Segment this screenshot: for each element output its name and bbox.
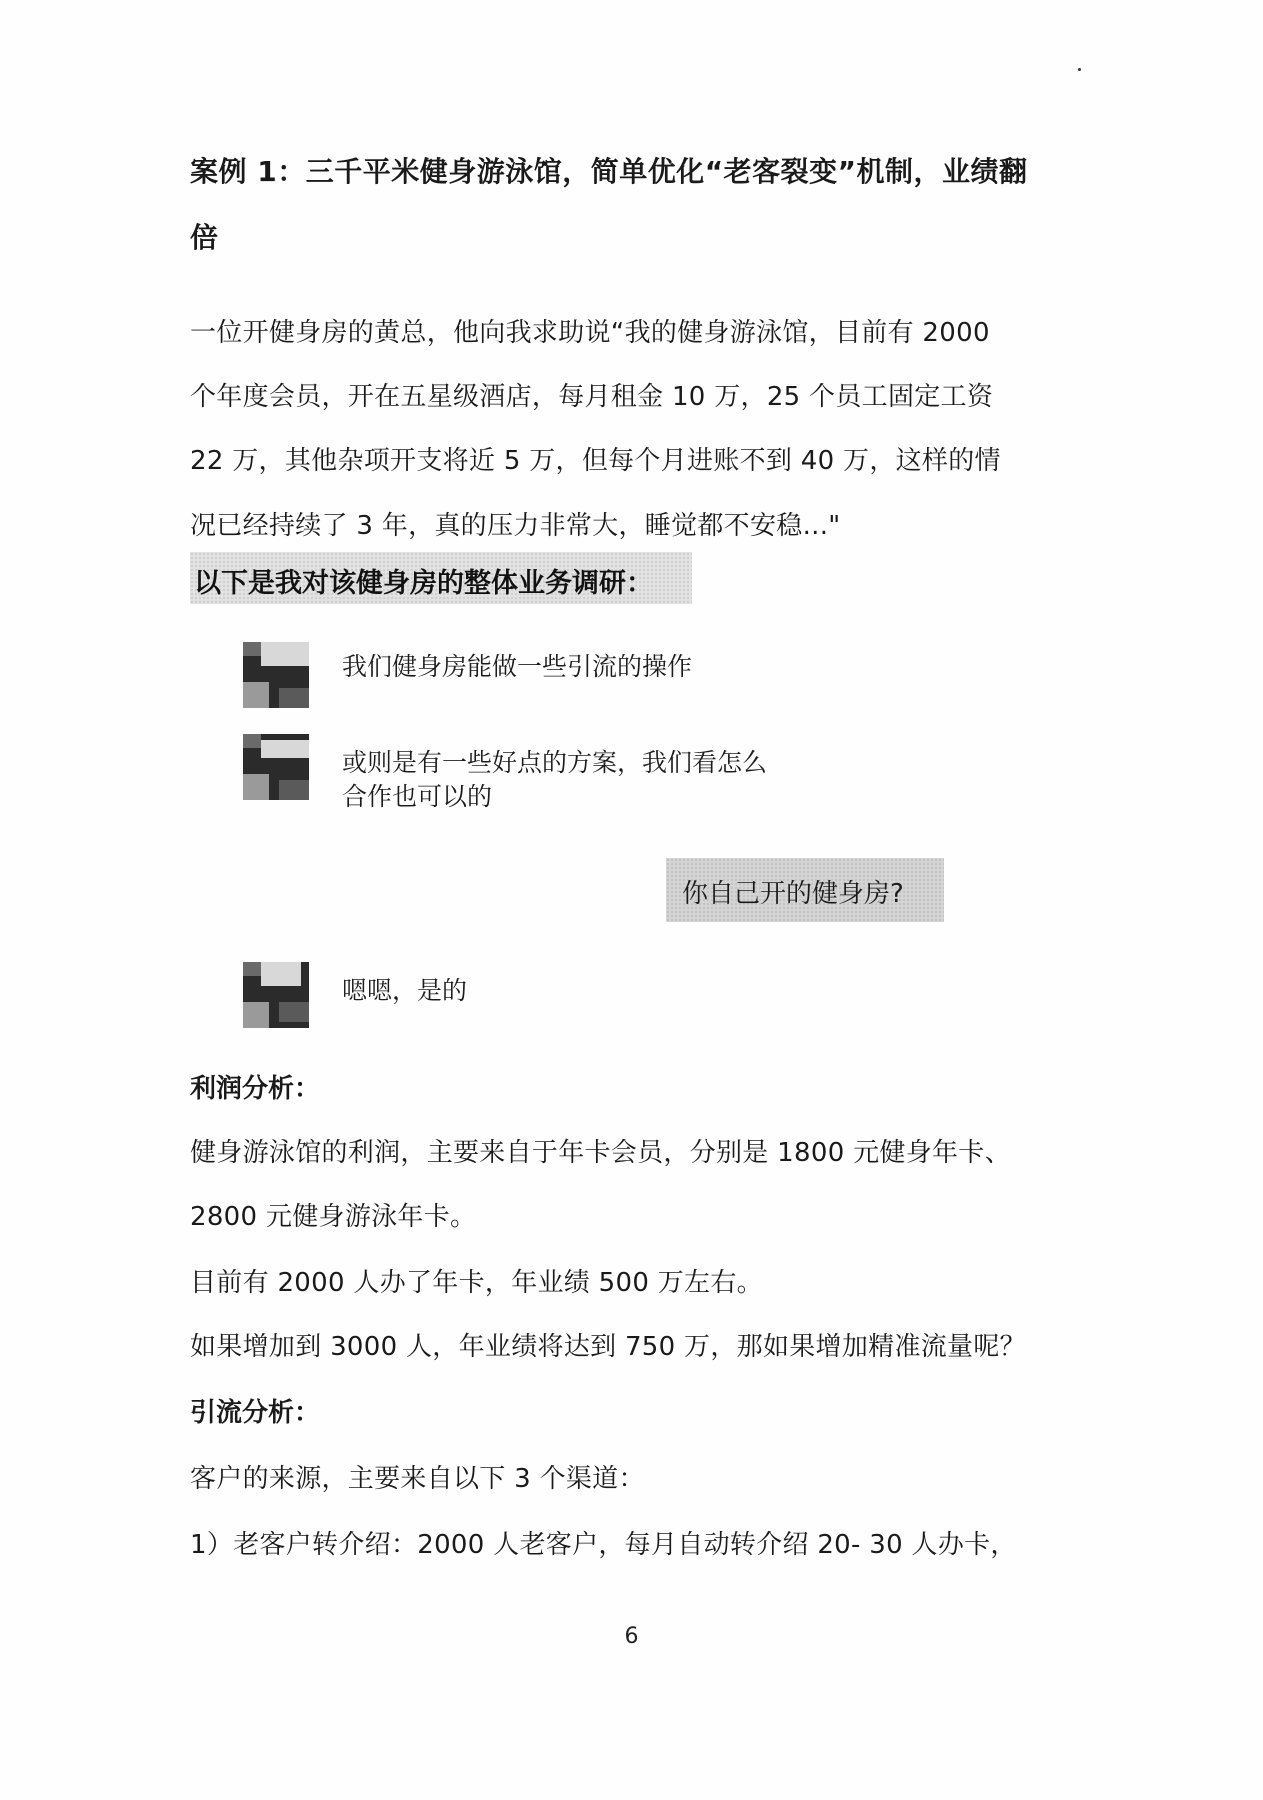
avatar: [243, 734, 309, 800]
chat-message: 嗯嗯，是的: [342, 976, 468, 1005]
profit-line: 2800 元健身游泳年卡。: [190, 1202, 477, 1232]
survey-heading: 以下是我对该健身房的整体业务调研：: [194, 568, 653, 599]
profit-line: 如果增加到 3000 人，年业绩将达到 750 万，那如果增加精准流量呢？: [190, 1332, 1026, 1362]
profit-line: 健身游泳馆的利润，主要来自于年卡会员，分别是 1800 元健身年卡、: [190, 1138, 1011, 1168]
chat-message: 我们健身房能做一些引流的操作: [342, 652, 693, 681]
traffic-heading: 引流分析：: [190, 1398, 321, 1428]
profit-line: 目前有 2000 人办了年卡，年业绩 500 万左右。: [190, 1268, 763, 1298]
chat-message: 或则是有一些好点的方案，我们看怎么: [342, 748, 768, 777]
chat-reply: 你自己开的健身房?: [682, 879, 904, 909]
survey-heading-highlight: [190, 552, 692, 604]
traffic-line: 客户的来源，主要来自以下 3 个渠道：: [190, 1464, 645, 1494]
profit-heading: 利润分析：: [190, 1074, 321, 1104]
page-number: 6: [624, 1624, 639, 1649]
avatar: [243, 642, 309, 708]
intro-line: 个年度会员，开在五星级酒店，每月租金 10 万，25 个员工固定工资: [190, 382, 994, 412]
chat-reply-bubble: [666, 858, 944, 922]
scan-speck: [1078, 68, 1081, 71]
intro-line: 一位开健身房的黄总，他向我求助说“我的健身游泳馆，目前有 2000: [190, 318, 990, 348]
case-title-line2: 倍: [190, 221, 219, 254]
case-title-line1: 案例 1：三千平米健身游泳馆，简单优化“老客裂变”机制，业绩翻: [190, 155, 1028, 188]
intro-line: 况已经持续了 3 年，真的压力非常大，睡觉都不安稳...": [190, 511, 841, 541]
chat-message: 合作也可以的: [342, 782, 493, 811]
avatar: [243, 962, 309, 1028]
intro-line: 22 万，其他杂项开支将近 5 万，但每个月进账不到 40 万，这样的情: [190, 446, 1001, 476]
traffic-line: 1）老客户转介绍：2000 人老客户，每月自动转介绍 20- 30 人办卡，: [190, 1530, 1017, 1560]
